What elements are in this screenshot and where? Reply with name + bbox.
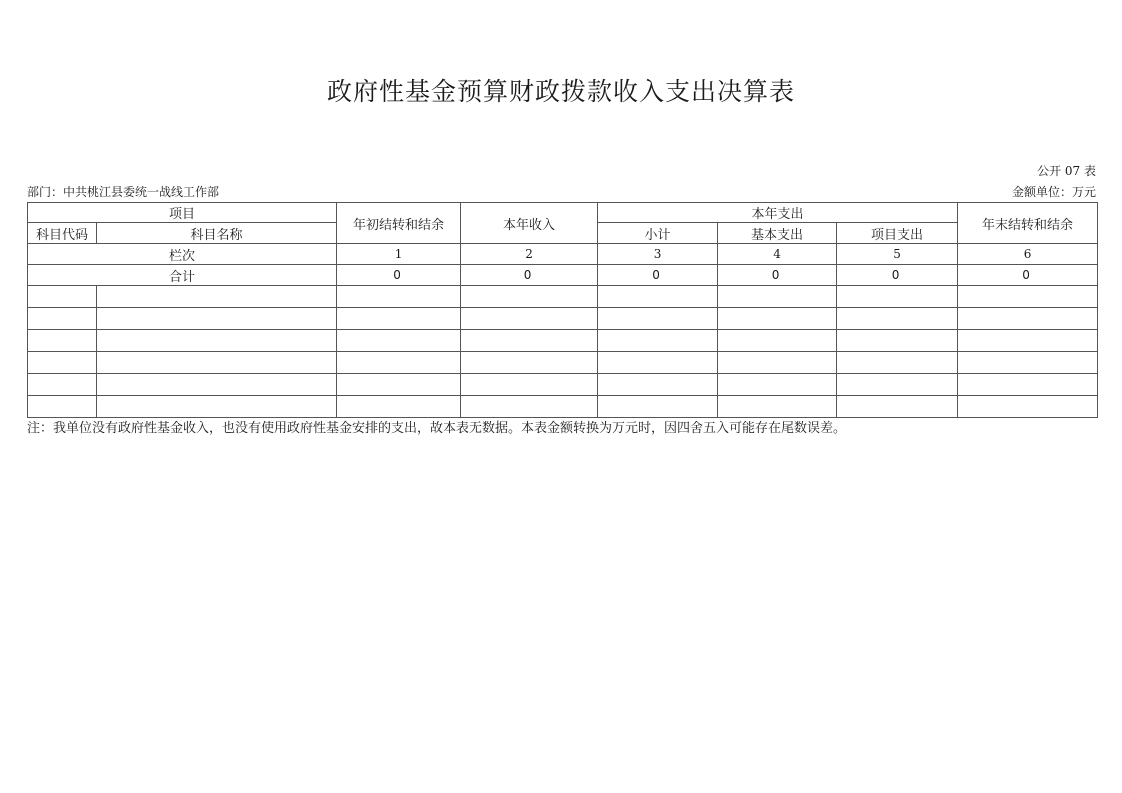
column-number: 6 [958, 244, 1098, 265]
table-row [28, 396, 1098, 418]
column-number: 3 [598, 244, 718, 265]
header-subtotal: 小计 [598, 223, 718, 244]
column-number: 1 [337, 244, 461, 265]
total-value: 0 [958, 265, 1098, 286]
header-item-code: 科目代码 [28, 223, 97, 244]
header-item-name: 科目名称 [97, 223, 337, 244]
total-value: 0 [598, 265, 718, 286]
header-row-1 [28, 203, 1098, 223]
table-row [28, 286, 1098, 308]
column-index-row [28, 244, 1098, 265]
total-row [28, 265, 1098, 286]
column-number: 2 [461, 244, 598, 265]
table-row [28, 308, 1098, 330]
total-value: 0 [837, 265, 958, 286]
header-item: 项目 [28, 203, 337, 223]
column-index-label: 栏次 [28, 244, 337, 265]
header-income: 本年收入 [461, 203, 598, 244]
form-code: 公开 07 表 [1037, 164, 1096, 178]
table-row [28, 330, 1098, 352]
header-end-balance: 年末结转和结余 [958, 203, 1098, 244]
department-label: 部门：中共桃江县委统一战线工作部 [27, 185, 220, 199]
total-label: 合计 [28, 265, 337, 286]
unit-label: 金额单位：万元 [1011, 185, 1096, 199]
column-number: 4 [718, 244, 837, 265]
budget-table [27, 202, 1098, 418]
column-number: 5 [837, 244, 958, 265]
header-expenditure: 本年支出 [598, 203, 958, 223]
header-project: 项目支出 [837, 223, 958, 244]
header-basic: 基本支出 [718, 223, 837, 244]
total-value: 0 [461, 265, 598, 286]
page-title: 政府性基金预算财政拨款收入支出决算表 [326, 77, 795, 106]
header-begin-balance: 年初结转和结余 [337, 203, 461, 244]
total-value: 0 [718, 265, 837, 286]
table-row [28, 352, 1098, 374]
table-row [28, 374, 1098, 396]
footnote: 注：我单位没有政府性基金收入，也没有使用政府性基金安排的支出，故本表无数据。本表金额转换为万元时，因四舍五入可能存在尾数误差。 [27, 421, 847, 436]
total-value: 0 [337, 265, 461, 286]
